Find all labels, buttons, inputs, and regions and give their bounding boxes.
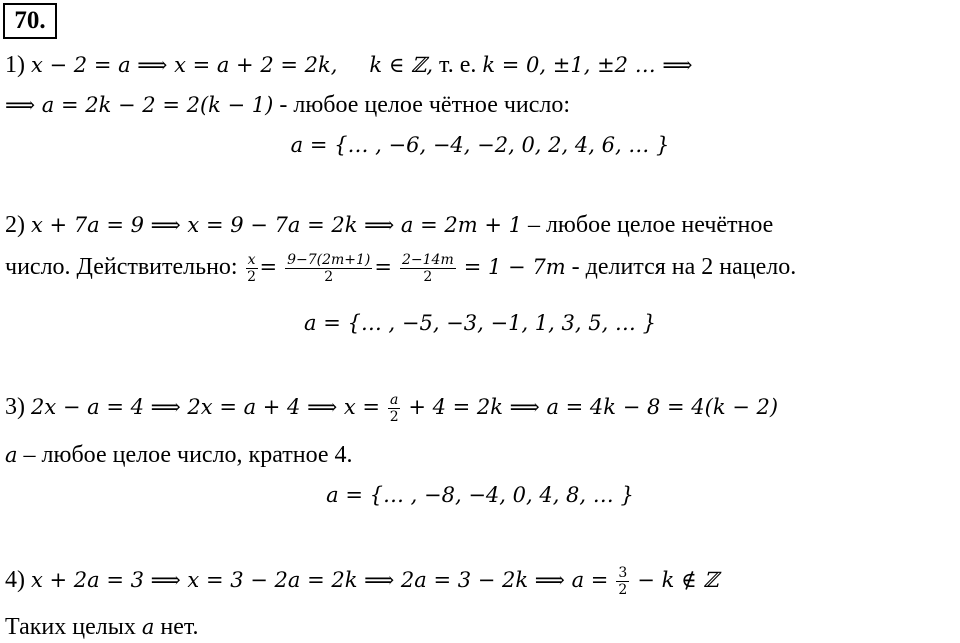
part2-line1 <box>5 210 773 240</box>
part4-fraction: $\frac{3}{2}$ <box>618 565 628 598</box>
part3-equation-b: + 4 = 2k ⟹ a = 4k − 8 = 4(k − 2) <box>408 395 779 420</box>
part3-equation-a: 2x − a = 4 ⟹ 2x = a + 4 ⟹ x = <box>31 395 380 420</box>
part3-number: 3) <box>5 394 25 421</box>
part2-result: = 1 − 7m <box>463 255 566 280</box>
part3-set-text: a = {… , −8, −4, 0, 4, 8, … } <box>326 483 634 507</box>
part1-set <box>0 130 960 160</box>
part1-number: 1) <box>5 52 25 78</box>
part3-line1 <box>5 392 778 425</box>
part2-set-text: a = {… , −5, −3, −1, 1, 3, 5, … } <box>304 311 656 335</box>
part2-fraction-2: $\frac{9-7(2m+1)}{2}$ <box>287 252 371 285</box>
part1-line2 <box>5 90 570 120</box>
part3-fraction: $\frac{a}{2}$ <box>389 392 399 425</box>
part4-equation-a: x + 2a = 3 ⟹ x = 3 − 2a = 2k ⟹ 2a = 3 − 2k ⟹ a = <box>31 568 609 593</box>
part1-derivation: ⟹ a = 2k − 2 = 2(k − 1) <box>5 93 274 117</box>
problem-number: 70. <box>3 3 57 39</box>
part4-equation-b: − k ∉ ℤ <box>637 568 719 593</box>
part2-fraction-1: $\frac{x}{2}$ <box>247 252 256 285</box>
part4-variable: a <box>141 615 155 639</box>
part1-set-text: a = {… , −6, −4, −2, 0, 2, 4, 6, … } <box>290 133 670 157</box>
part4-text-a: Таких целых <box>5 614 142 640</box>
part2-equation: x + 7a = 9 ⟹ x = 9 − 7a = 2k ⟹ a = 2m + 1 <box>31 213 522 237</box>
part2-line2: число. Действительно: $\frac{x}{2}$ = $\frac{9-7(2m+1)}{2}$ = $\frac{2-14m}{2}$ = 1 − 7m - делится на 2 нацело. <box>5 252 797 285</box>
part3-variable: a <box>5 443 18 467</box>
part4-text-b: нет. <box>154 614 199 640</box>
part2-description: – любое целое нечётное <box>521 212 774 238</box>
part1-description: - любое целое чётное число: <box>273 92 571 118</box>
part1-te: т. е. <box>439 52 477 78</box>
part1-k-values: k = 0, ±1, ±2 … ⟹ <box>482 53 693 77</box>
part3-line2 <box>5 440 353 470</box>
part2-indeed: число. Действительно: <box>5 254 244 281</box>
part2-set <box>0 308 960 338</box>
part2-number: 2) <box>5 212 25 238</box>
part1-line1 <box>5 50 693 80</box>
part2-conclusion: - делится на 2 нацело. <box>565 254 797 281</box>
part3-description: – любое целое число, кратное 4. <box>17 442 353 468</box>
part4-number: 4) <box>5 567 25 594</box>
part2-fraction-3: $\frac{2-14m}{2}$ <box>402 252 454 285</box>
part4-line1 <box>5 565 719 598</box>
part3-set <box>0 480 960 510</box>
part1-condition: k ∈ ℤ, <box>369 53 434 77</box>
part1-equation: x − 2 = a ⟹ x = a + 2 = 2k, <box>31 53 338 77</box>
part4-line2 <box>5 612 199 642</box>
